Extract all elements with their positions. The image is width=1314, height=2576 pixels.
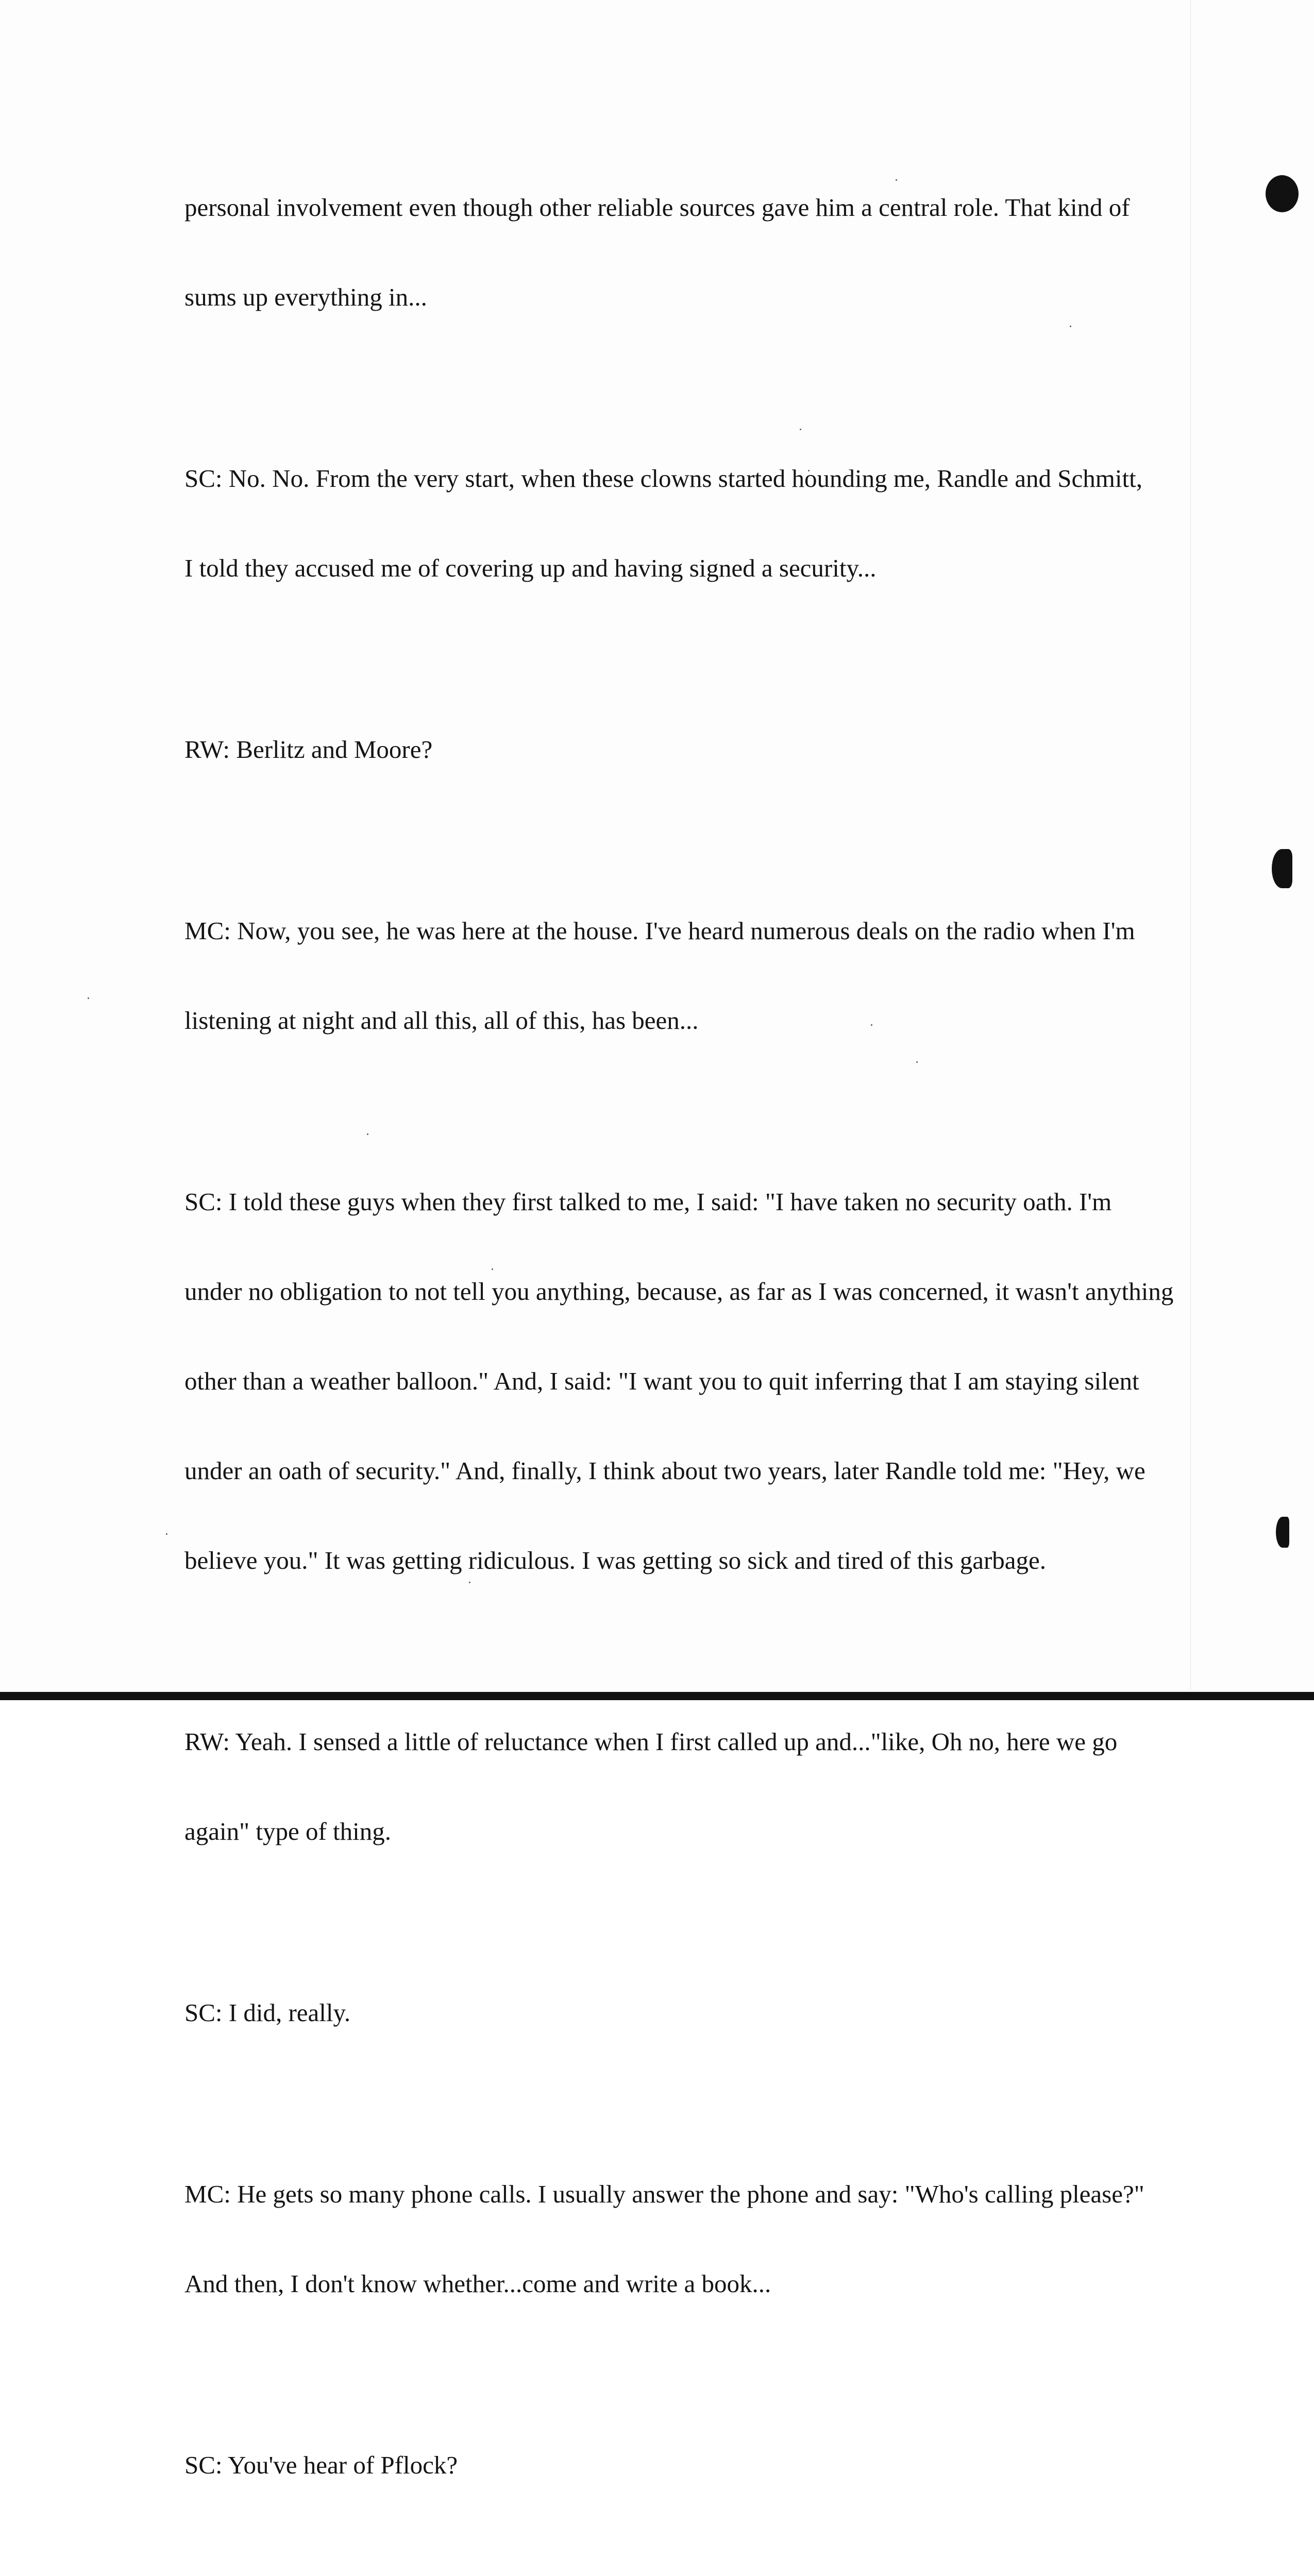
scan-speck — [166, 1533, 167, 1535]
transcript-line: under an oath of security." And, finally, I think about two years, later Randle told me: "Hey, we — [184, 1456, 1145, 1485]
transcript-body — [184, 133, 1210, 2576]
transcript-paragraph — [184, 404, 1210, 643]
transcript-line: believe you." It was getting ridiculous. I was getting so sick and tired of this garbage. — [184, 1546, 1047, 1574]
transcript-paragraph — [184, 1667, 1210, 1906]
punch-hole-bottom — [1276, 1517, 1289, 1548]
scan-bottom-edge — [0, 1692, 1314, 1700]
transcript-paragraph — [184, 2391, 1210, 2540]
transcript-paragraph — [184, 1127, 1210, 1635]
transcript-line: other than a weather balloon." And, I said: "I want you to quit inferring that I am staying silent — [184, 1367, 1139, 1395]
transcript-line: SC: No. No. From the very start, when these clowns started hounding me, Randle and Schmitt, — [184, 464, 1143, 493]
transcript-line: listening at night and all this, all of this, has been... — [184, 1006, 699, 1035]
transcript-line: again" type of thing. — [184, 1817, 392, 1845]
transcript-line: RW: Berlitz and Moore? — [184, 735, 433, 764]
transcript-line: SC: You've hear of Pflock? — [184, 2451, 458, 2479]
transcript-line: personal involvement even though other reliable sources gave him a central role. That kind of — [184, 193, 1130, 222]
transcript-paragraph — [184, 856, 1210, 1095]
punch-hole-top — [1266, 175, 1299, 212]
scan-speck — [88, 997, 89, 999]
transcript-paragraph — [184, 1938, 1210, 2088]
transcript-line: under no obligation to not tell you anything, because, as far as I was concerned, it wasn't anything — [184, 1277, 1174, 1306]
transcript-paragraph — [184, 2572, 1210, 2576]
transcript-paragraph — [184, 133, 1210, 372]
punch-hole-middle — [1272, 849, 1292, 888]
transcript-line: sums up everything in... — [184, 283, 427, 311]
transcript-line: MC: He gets so many phone calls. I usually answer the phone and say: "Who's calling please?" — [184, 2180, 1144, 2208]
transcript-paragraph — [184, 2120, 1210, 2359]
transcript-line: And then, I don't know whether...come and write a book... — [184, 2269, 771, 2298]
transcript-paragraph — [184, 675, 1210, 824]
transcript-line: I told they accused me of covering up and having signed a security... — [184, 554, 877, 582]
transcript-line: SC: I told these guys when they first talked to me, I said: "I have taken no security oath. I'm — [184, 1188, 1112, 1216]
transcript-line: SC: I did, really. — [184, 1998, 351, 2027]
transcript-line: MC: Now, you see, he was here at the house. I've heard numerous deals on the radio when I'm — [184, 917, 1135, 945]
transcript-line: RW: Yeah. I sensed a little of reluctance when I first called up and..."like, Oh no, here we go — [184, 1727, 1118, 1756]
